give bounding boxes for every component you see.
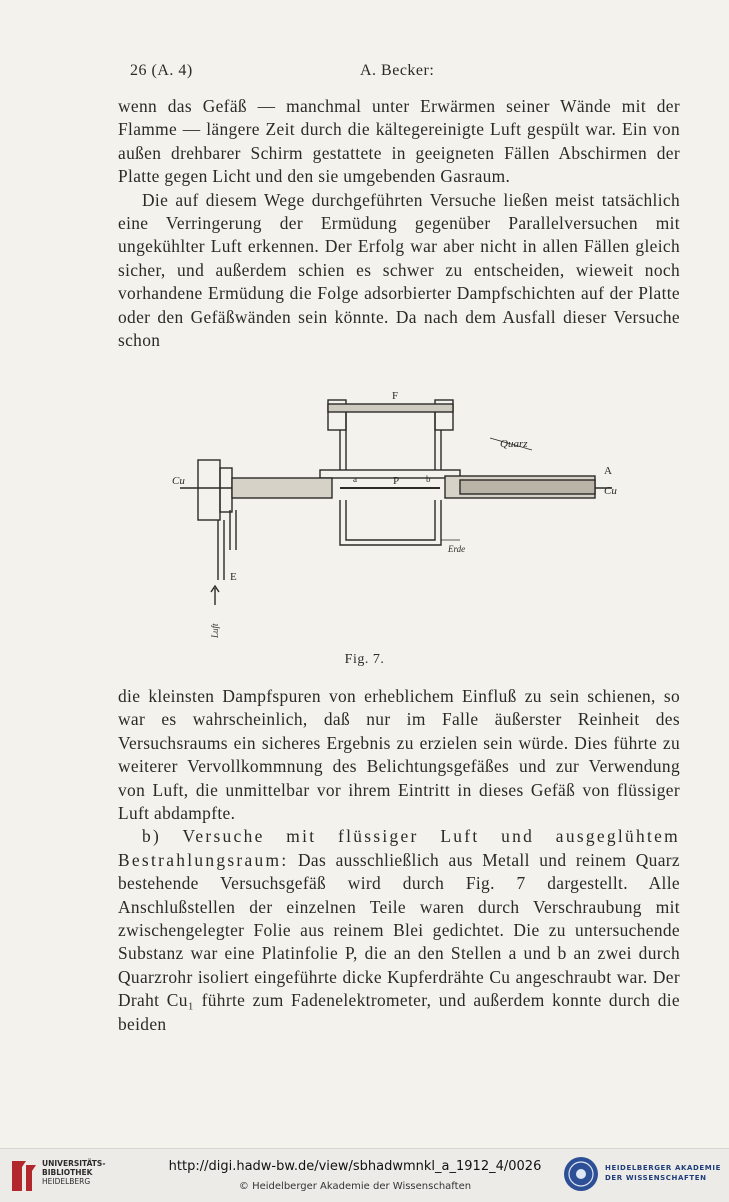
library-line3: HEIDELBERG xyxy=(42,1177,91,1186)
label-bottom: Luft xyxy=(210,623,220,638)
page-header xyxy=(120,62,680,86)
paragraph-text: Das ausschließlich aus Metall und reinem Quarz bestehende Versuchsgefäß wird durch Fig. 7 dargestellt. Alle Anschlußstellen der einzelnen Teile waren durch Verschraubung mit zwischengelegter Folie aus reinem Blei gedichtet. Die zu untersuchende Substanz war eine Platinfolie P, die an den Stellen a und b an zwei durch Quarzrohr isoliert eingeführte dicke Kupferdrähte Cu angeschraubt war. Der Draht Cu₁ führte zum Fadenelektrometer, und außerdem konnte durch die beiden xyxy=(118,849,681,1034)
section-heading: b) Versuche mit flüssiger Luft und ausgeglühtem Bestrahlungsraum: xyxy=(118,826,680,870)
page-url[interactable]: http://digi.hadw-bw.de/view/sbhadwmnkl_a_1912_4/0026 xyxy=(168,1159,542,1174)
university-library-name xyxy=(42,1159,105,1186)
page-number: 26 (A. 4) xyxy=(130,62,193,79)
paragraph: die kleinsten Dampfspuren von erheblichem Einfluß zu sein schienen, so war es wahrscheinlich, daß nur im Falle äußerster Reinheit des Versuchsraums ein sicheres Ergebnis zu erzielen sein würde. Dies führte zu weiterer Vervollkommnung des Belichtungsgefäßes und zur Verwendung von Luft, die unmittelbar vor ihrem Eintritt in dieses Gefäß von flüssiger Luft abdampfte. xyxy=(118,686,680,824)
library-line2: BIBLIOTHEK xyxy=(42,1168,93,1177)
label-P: P xyxy=(393,475,400,487)
paragraph: wenn das Gefäß — manchmal unter Erwärmen seiner Wände mit der Flamme — längere Zeit durch die kältegereinigte Luft gespült war. Ein von außen drehbarer Schirm gestattete in geeigneten Fällen Abschirmen der Platte gegen Licht und den sie umgebenden Gasraum. xyxy=(118,96,680,187)
paragraph-b xyxy=(118,825,680,1036)
academy-seal-icon xyxy=(562,1155,600,1193)
university-library-logo-icon xyxy=(8,1157,42,1193)
copyright-notice: © Heidelberger Akademie der Wissenschaften xyxy=(238,1181,472,1192)
paragraph: Die auf diesem Wege durchgeführten Versuche ließen meist tatsächlich eine Verringerung der Ermüdung gegenüber Parallelversuchen mit ungekühlter Luft erkennen. Der Erfolg war aber nicht in allen Fällen gleich sicher, und außerdem schien es schwer zu entscheiden, wieweit noch vorhandene Ermüdung die Folge adsorbierter Dampfschichten auf der Platte oder den Gefäßwänden sein könnte. Da nach dem Ausfall dieser Versuche schon xyxy=(118,189,680,351)
running-title: A. Becker: xyxy=(360,62,435,79)
apparatus-figure xyxy=(160,390,620,645)
viewer-footer xyxy=(0,1148,729,1202)
academy-line1: HEIDELBERGER AKADEMIE xyxy=(605,1164,721,1172)
academy-line2: DER WISSENSCHAFTEN xyxy=(605,1174,707,1182)
label-A: A xyxy=(604,465,612,477)
academy-name xyxy=(605,1163,721,1183)
library-line1: UNIVERSITÄTS- xyxy=(42,1159,106,1168)
label-b: b xyxy=(426,474,431,484)
body-text-top xyxy=(118,95,680,352)
label-cu-left: Cu xyxy=(172,475,185,487)
label-quarz: Quarz xyxy=(500,438,528,450)
body-text-bottom xyxy=(118,685,680,1036)
label-erde: Erde xyxy=(448,544,466,554)
label-a: a xyxy=(353,474,357,484)
label-cu-right: Cu xyxy=(604,485,617,497)
label-E: E xyxy=(230,571,237,583)
figure-caption: Fig. 7. xyxy=(344,652,385,667)
label-F: F xyxy=(392,390,399,402)
